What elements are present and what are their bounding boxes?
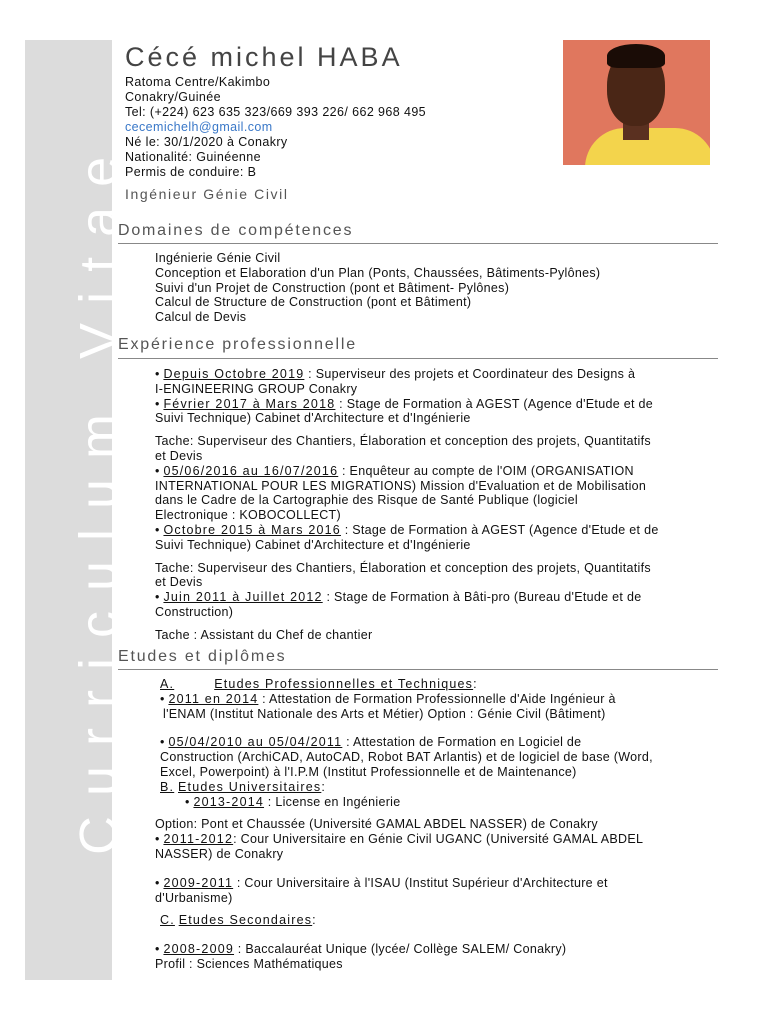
education-subsection-b: B. Etudes Universitaires: <box>160 779 326 794</box>
sidebar-vertical-title: Curriculum Vitae <box>69 136 129 855</box>
education-divider <box>118 669 718 670</box>
experience-list: • Depuis Octobre 2019 : Superviseur des projets et Coordinateur des Designs à I-ENGINEERING GROUP Conakry • Février 2017 à Mars 2018 : Stage de Formation à AGEST (Agence d'Etude et de Suivi Technique) Cabinet d'Architecture et d'Ingénierie Tache: Superviseur des Chantiers, Élaboration et conception des projets, Quantitatifs et Devis • 05/06/2016 au 16/07/2016 : Enquêteur au compte de l'OIM (ORGANISATION INTERNATIONAL POUR LES MIGRATIONS) Mission d'Evaluation et de Mobilisation dans le Cadre de la Cartographie des Risque de Santé Publique (logiciel Electronique : KOBOCOLLECT) • Octobre 2015 à Mars 2016 : Stage de Formation à AGEST (Agence d'Etude et de Suivi Technique) Cabinet d'Architecture et d'Ingénierie Tache: Superviseur des Chantiers, Élaboration et conception des projets, Quantitatifs et Devis • Juin 2011 à Juillet 2012 : Stage de Formation à Bâti-pro (Bureau d'Etude et de Construction) Tache : Assistant du Chef de chantier <box>155 367 659 642</box>
education-subsection-a: A. Etudes Professionnelles et Techniques: <box>160 677 477 691</box>
address-line-1: Ratoma Centre/Kakimbo <box>125 75 271 89</box>
experience-entry-3: • 05/06/2016 au 16/07/2016 : Enquêteur au compte de l'OIM (ORGANISATION <box>155 463 634 478</box>
skills-divider <box>118 243 718 244</box>
education-section-title: Etudes et diplômes <box>118 648 287 665</box>
education-subsection-c: C. Etudes Secondaires: <box>160 913 316 928</box>
skill-item: Calcul de Devis <box>155 310 247 325</box>
skills-section-title: Domaines de compétences <box>118 222 354 239</box>
skills-list <box>155 251 600 325</box>
education-list: A. Etudes Professionnelles et Techniques: • 2011 en 2014 : Attestation de Formation Professionnelle d'Aide Ingénieur à l'ENAM (Institut Nationale des Arts et Métier) Option : Génie Civil (Bâtiment) • 05/04/2010 au 05/04/2011 : Attestation de Formation en Logiciel de Construction (ArchiCAD, AutoCAD, Robot BAT Arlantis) et de logiciel de base (Word, Excel, Powerpoint) à l'I.P.M (Institut Professionnelle et de Maintenance) B. Etudes Universitaires: • 2013-2014 : License en Ingénierie Option: Pont et Chaussée (Université GAMAL ABDEL NASSER) de Conakry • 2011-2012: Cour Universitaire en Génie Civil UGANC (Université GAMAL ABDEL NASSER) de Conakry • 2009-2011 : Cour Universitaire à l'ISAU (Institut Supérieur d'Architecture et d'Urbanisme) C. Etudes Secondaires: • 2008-2009 : Baccalauréat Unique (lycée/ Collège SALEM/ Conakry) Profil : Sciences Mathématiques <box>155 677 653 971</box>
experience-entry-4: • Octobre 2015 à Mars 2016 : Stage de Formation à AGEST (Agence d'Etude et de <box>155 522 659 537</box>
education-entry: • 2011-2012: Cour Universitaire en Génie Civil UGANC (Université GAMAL ABDEL <box>155 832 644 847</box>
education-entry: • 2008-2009 : Baccalauréat Unique (lycée/ Collège SALEM/ Conakry) <box>155 942 567 957</box>
skill-item: Ingénierie Génie Civil <box>155 251 281 265</box>
education-entry: • 2013-2014 : License en Ingénierie <box>185 794 401 809</box>
skill-item: Suivi d'un Projet de Construction (pont et Bâtiment- Pylônes) <box>155 280 510 295</box>
profile-photo <box>563 40 710 165</box>
experience-section-title: Expérience professionnelle <box>118 336 357 353</box>
experience-entry-5: • Juin 2011 à Juillet 2012 : Stage de Formation à Bâti-pro (Bureau d'Etude et de <box>155 590 642 605</box>
contact-info <box>125 75 426 180</box>
experience-entry-1: • Depuis Octobre 2019 : Superviseur des projets et Coordinateur des Designs à <box>155 367 636 381</box>
skill-item: Conception et Elaboration d'un Plan (Ponts, Chaussées, Bâtiments-Pylônes) <box>155 265 601 280</box>
experience-divider <box>118 358 718 359</box>
address-line-2: Conakry/Guinée <box>125 90 221 104</box>
job-title: Ingénieur Génie Civil <box>125 186 289 202</box>
email-link[interactable]: cecemichelh@gmail.com <box>125 120 273 134</box>
education-entry: • 2009-2011 : Cour Universitaire à l'ISAU (Institut Supérieur d'Architecture et <box>155 875 608 890</box>
skill-item: Calcul de Structure de Construction (pont et Bâtiment) <box>155 295 472 310</box>
nationality-info: Nationalité: Guinéenne <box>125 150 261 164</box>
education-entry: • 05/04/2010 au 05/04/2011 : Attestation de Formation en Logiciel de <box>160 735 582 750</box>
candidate-name: Cécé michel HABA <box>125 42 403 72</box>
experience-entry-2: • Février 2017 à Mars 2018 : Stage de Formation à AGEST (Agence d'Etude et de <box>155 396 654 411</box>
birth-info: Né le: 30/1/2020 à Conakry <box>125 135 288 149</box>
phone-numbers: Tel: (+224) 623 635 323/669 393 226/ 662 968 495 <box>125 105 427 119</box>
education-entry: • 2011 en 2014 : Attestation de Formation Professionnelle d'Aide Ingénieur à <box>160 691 616 706</box>
driving-license-info: Permis de conduire: B <box>125 165 257 179</box>
